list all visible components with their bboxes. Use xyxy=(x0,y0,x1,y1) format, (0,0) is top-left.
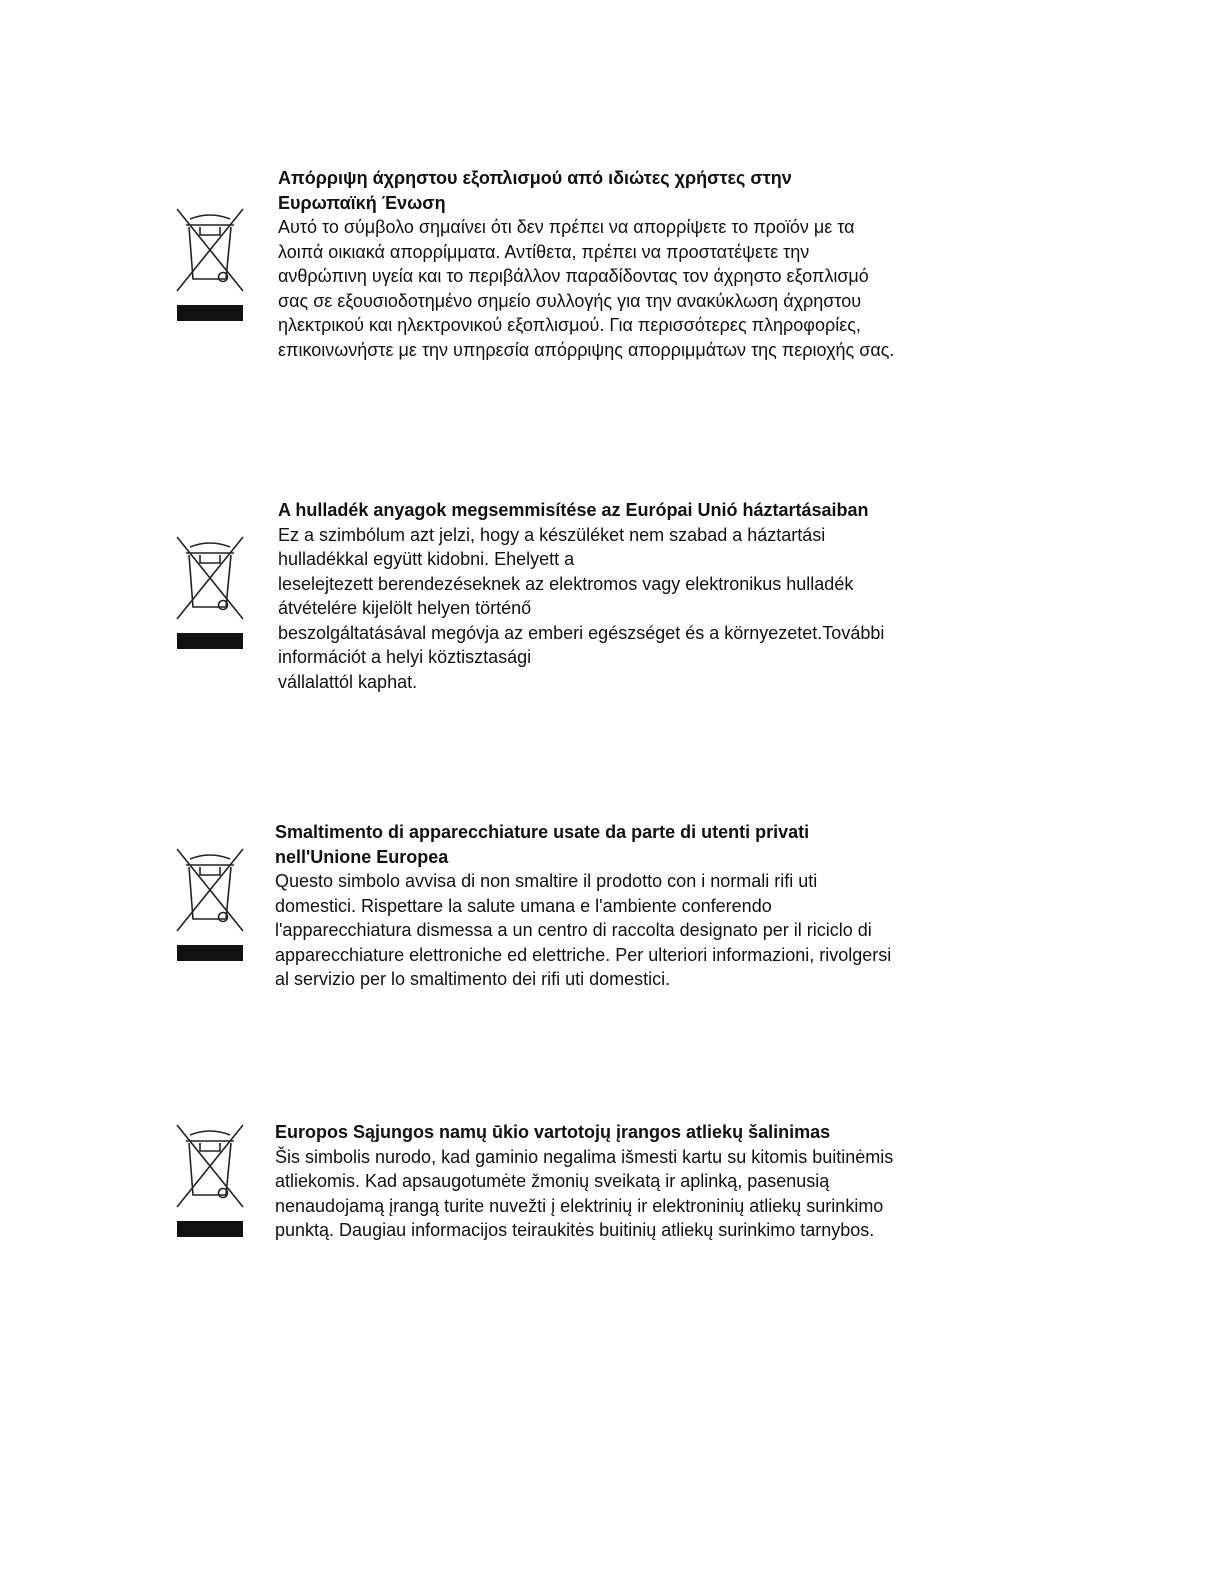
notice-body-line: ηλεκτρικού και ηλεκτρονικού εξοπλισμού. Για περισσότερες πληροφορίες, xyxy=(278,315,861,335)
notice-body-line: Šis simbolis nurodo, kad gaminio negalima išmesti kartu su kitomis buitinėmis xyxy=(275,1146,894,1167)
notice-body-line: atliekomis. Kad apsaugotumėte žmonių sveikatą ir aplinką, pasenusią xyxy=(275,1171,830,1191)
notice-body-line: punktą. Daugiau informacijos teiraukitės buitinių atliekų surinkimo tarnybos. xyxy=(275,1220,875,1240)
crossed-out-wheelie-bin-icon xyxy=(176,845,244,963)
notice-body-line: átvételére kijelölt helyen történő xyxy=(278,598,532,618)
notice-body-line: leselejtezett berendezéseknek az elektromos vagy elektronikus hulladék xyxy=(278,573,854,594)
notice-body-line: Questo simbolo avvisa di non smaltire il prodotto con i normali rifi uti xyxy=(275,871,818,891)
notice-body-line: λοιπά οικιακά απορρίμματα. Αντίθετα, πρέπει να προστατέψετε την xyxy=(278,241,810,262)
notice-heading-line: Απόρριψη άχρηστου εξοπλισμού από ιδιώτες χρήστες στην xyxy=(278,168,792,188)
notice-heading-line: Smaltimento di apparecchiature usate da parte di utenti privati xyxy=(275,822,810,842)
notice-body-line: domestici. Rispettare la salute umana e l'ambiente conferendo xyxy=(275,895,772,916)
notice-body-line: Αυτό το σύμβολο σημαίνει ότι δεν πρέπει να απορρίψετε το προϊόν με τα xyxy=(278,217,855,237)
notice-heading-line: Europos Sąjungos namų ūkio vartotojų įrangos atliekų šalinimas xyxy=(275,1122,831,1142)
notice-body-line: beszolgáltatásával megóvja az emberi egészséget és a környezetet.További xyxy=(278,622,885,643)
notice-heading-line: nell'Unione Europea xyxy=(275,846,449,867)
notice-body-line: Ez a szimbólum azt jelzi, hogy a készüléket nem szabad a háztartási xyxy=(278,524,826,545)
notice-body-line: vállalattól kaphat. xyxy=(278,671,418,692)
notice-heading-line: A hulladék anyagok megsemmisítése az Európai Unió háztartásaiban xyxy=(278,500,869,520)
notice-body-line: σας σε εξουσιοδοτημένο σημείο συλλογής για την ανακύκλωση άχρηστου xyxy=(278,290,862,311)
notice-body-line: információt a helyi köztisztasági xyxy=(278,647,532,667)
crossed-out-wheelie-bin-icon xyxy=(176,1121,244,1239)
notice-body-line: nenaudojamą įrangą turite nuvežti į elektrinių ir elektroninių atliekų surinkimo xyxy=(275,1195,884,1216)
notice-body-line: hulladékkal együtt kidobni. Ehelyett a xyxy=(278,549,575,569)
notice-body-line: ανθρώπινη υγεία και το περιβάλλον παραδίδοντας τον άχρηστο εξοπλισμό xyxy=(278,266,869,286)
notice-body-line: apparecchiature elettroniche ed elettriche. Per ulteriori informazioni, rivolgersi xyxy=(275,944,892,965)
notice-heading-line: Ευρωπαϊκή Ένωση xyxy=(278,192,446,213)
notice-body-line: l'apparecchiatura dismessa a un centro di raccolta designato per il riciclo di xyxy=(275,920,872,940)
notice-body-line: al servizio per lo smaltimento dei rifi uti domestici. xyxy=(275,969,671,989)
notice-body-line: επικοινωνήστε με την υπηρεσία απόρριψης απορριμμάτων της περιοχής σας. xyxy=(278,339,895,360)
crossed-out-wheelie-bin-icon xyxy=(176,205,244,323)
crossed-out-wheelie-bin-icon xyxy=(176,533,244,651)
